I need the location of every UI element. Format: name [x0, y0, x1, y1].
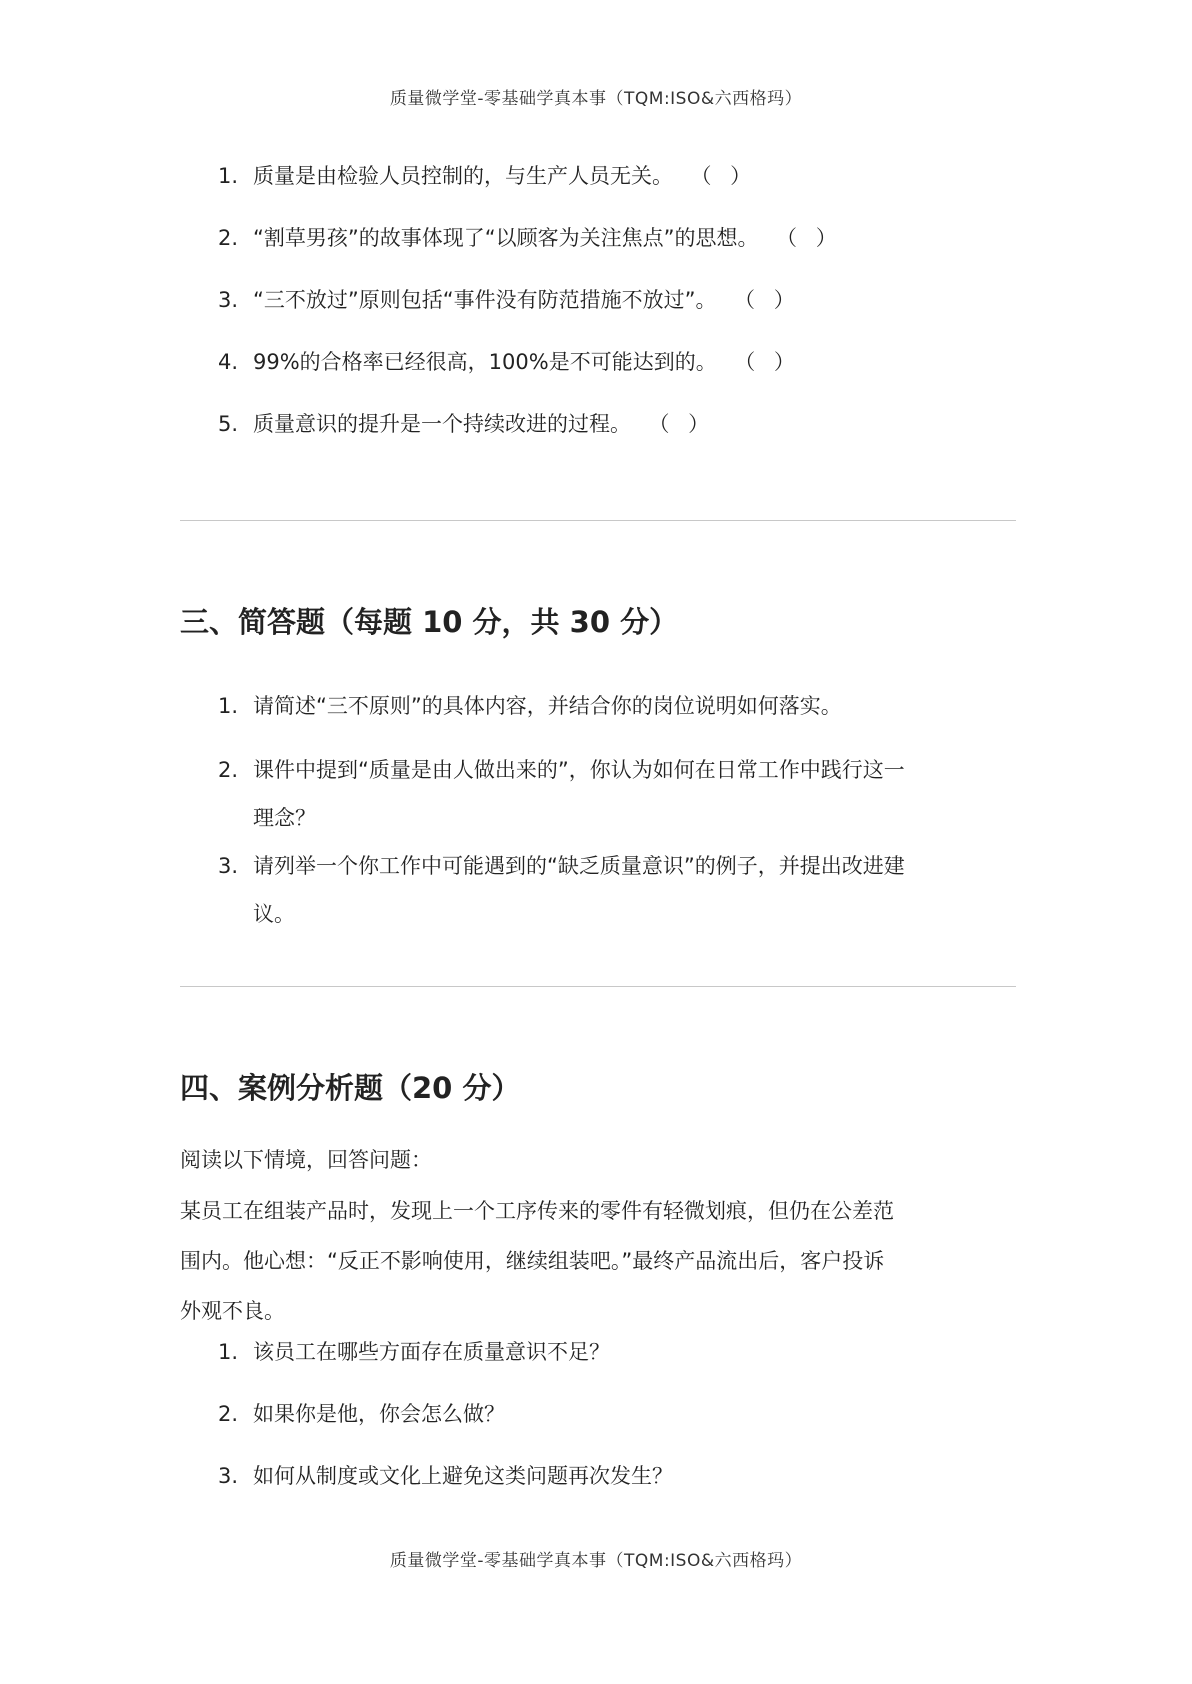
item-text: 质量意识的提升是一个持续改进的过程。 — [253, 412, 631, 436]
section-divider — [180, 986, 1016, 987]
item-text: 该员工在哪些方面存在质量意识不足？ — [253, 1340, 610, 1364]
item-number: 1. — [218, 694, 239, 718]
item-text: 质量是由检验人员控制的，与生产人员无关。 — [253, 164, 673, 188]
item-text: 议。 — [253, 902, 295, 926]
item-text: 理念？ — [253, 806, 316, 830]
page-header: 质量微学堂-零基础学真本事（TQM:ISO&六西格玛） — [389, 89, 803, 109]
answer-blank: （ ） — [659, 412, 716, 436]
case-scenario — [180, 1186, 1010, 1336]
scenario-line: 围内。他心想：“反正不影响使用，继续组装吧。”最终产品流出后，客户投诉 — [180, 1249, 885, 1273]
item-text: 请简述“三不原则”的具体内容，并结合你的岗位说明如何落实。 — [253, 694, 842, 718]
scenario-line: 某员工在组装产品时，发现上一个工序传来的零件有轻微划痕，但仍在公差范 — [180, 1199, 894, 1223]
item-text: “三不放过”原则包括“事件没有防范措施不放过”。 — [253, 288, 717, 312]
section-title: 四、案例分析题（20 分） — [180, 1071, 521, 1105]
item-number: 1. — [218, 164, 239, 188]
item-number: 3. — [218, 1464, 239, 1488]
item-number: 2. — [218, 758, 239, 782]
item-number: 3. — [218, 288, 239, 312]
item-text: “割草男孩”的故事体现了“以顾客为关注焦点”的思想。 — [253, 226, 759, 250]
item-text: 99%的合格率已经很高，100%是不可能达到的。 — [253, 350, 717, 374]
item-number: 2. — [218, 1402, 239, 1426]
section-divider — [180, 520, 1016, 521]
item-text: 如果你是他，你会怎么做？ — [253, 1402, 505, 1426]
item-text: 如何从制度或文化上避免这类问题再次发生？ — [253, 1464, 673, 1488]
item-text: 请列举一个你工作中可能遇到的“缺乏质量意识”的例子，并提出改进建 — [253, 854, 905, 878]
case-intro: 阅读以下情境，回答问题： — [180, 1148, 432, 1172]
answer-blank: （ ） — [786, 226, 843, 250]
item-text: 课件中提到“质量是由人做出来的”，你认为如何在日常工作中践行这一 — [253, 758, 905, 782]
answer-blank: （ ） — [744, 350, 801, 374]
answer-blank: （ ） — [701, 164, 758, 188]
item-number: 4. — [218, 350, 239, 374]
item-number: 2. — [218, 226, 239, 250]
section-title: 三、简答题（每题 10 分，共 30 分） — [180, 605, 679, 639]
scenario-line: 外观不良。 — [180, 1299, 285, 1323]
item-number: 3. — [218, 854, 239, 878]
item-number: 1. — [218, 1340, 239, 1364]
answer-blank: （ ） — [744, 288, 801, 312]
item-number: 5. — [218, 412, 239, 436]
page-footer: 质量微学堂-零基础学真本事（TQM:ISO&六西格玛） — [389, 1551, 803, 1571]
